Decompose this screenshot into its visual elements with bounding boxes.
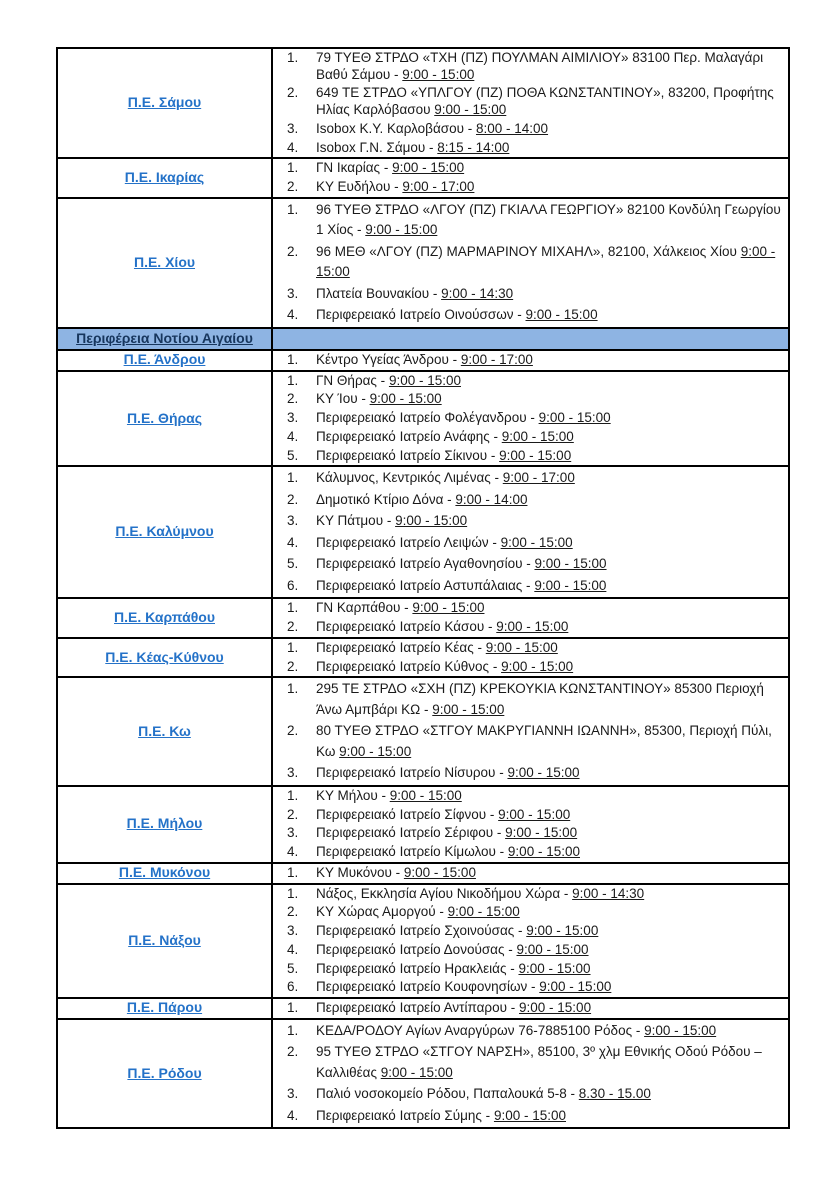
- site-item-text: 295 ΤΕ ΣΤΡΔΟ «ΣΧΗ (ΠΖ) ΚΡΕΚΟΥΚΙΑ ΚΩΝΣΤΑΝΤΙΝΟΥ» 85300 Περιοχή Άνω Αμπβάρι ΚΩ -: [316, 681, 764, 717]
- site-item-hours: 9:00 - 15:00: [447, 904, 520, 920]
- site-item-text: ΚΥ Ίου -: [316, 391, 370, 407]
- sites-cell: [272, 1019, 789, 1129]
- site-item-line: [316, 305, 788, 326]
- section-band-label: Περιφέρεια Νοτίου Αιγαίου: [76, 329, 253, 346]
- site-item-text: Νάξος, Εκκλησία Αγίου Νικοδήμου Χώρα -: [316, 885, 573, 901]
- site-item-hours: 9:00 - 15:00: [534, 577, 607, 593]
- sites-cell: [272, 638, 789, 677]
- site-item-text: ΚΥ Μήλου -: [316, 787, 390, 803]
- site-item-line: [316, 600, 788, 617]
- site-item-number: 4.: [287, 428, 299, 444]
- region-link[interactable]: Π.Ε. Μυκόνου: [118, 864, 211, 881]
- site-item-line: [316, 533, 788, 554]
- site-item-number: 3.: [287, 513, 299, 529]
- site-item: [273, 121, 788, 138]
- region-row: [57, 48, 789, 158]
- site-item-hours: 8:15 - 14:00: [437, 139, 510, 155]
- site-item-text: ΚΥ Μυκόνου -: [316, 864, 404, 880]
- site-item-text: Περιφερειακό Ιατρείο Κάσου -: [316, 619, 497, 635]
- region-link[interactable]: Π.Ε. Καλύμνου: [115, 523, 214, 540]
- site-item-hours: 9:00 - 15:00: [380, 1064, 453, 1080]
- site-item-hours: 9:00 - 15:00: [507, 765, 580, 781]
- site-item-line: [316, 886, 788, 903]
- site-item-number: 3.: [287, 120, 299, 136]
- site-item-text: 96 ΤΥΕΘ ΣΤΡΔΟ «ΛΓΟΥ (ΠΖ) ΓΚΙΑΛΑ ΓΕΩΡΓΙΟΥ» 82100 Κονδύλη Γεωργίου 1 Χίος -: [316, 201, 781, 238]
- site-item: [273, 807, 788, 824]
- site-item-number: 3.: [287, 765, 299, 781]
- region-cell: [57, 638, 272, 677]
- site-item-number: 4.: [287, 139, 299, 155]
- site-item: [273, 600, 788, 617]
- site-item-number: 3.: [287, 1086, 299, 1102]
- region-row: [57, 371, 789, 467]
- site-item: [273, 979, 788, 996]
- region-cell: [57, 48, 272, 158]
- site-item-text: Περιφερειακό Ιατρείο Αντίπαρου -: [316, 1000, 520, 1016]
- site-item-hours: 9:00 - 15:00: [365, 222, 438, 238]
- site-item-hours: 9:00 - 14:30: [441, 285, 514, 301]
- site-item-text: Περιφερειακό Ιατρείο Σχοινούσας -: [316, 923, 527, 939]
- region-cell: [57, 158, 272, 197]
- site-item-number: 2.: [287, 85, 299, 101]
- site-item: [273, 865, 788, 882]
- site-item: [273, 942, 788, 959]
- site-item-text: Περιφερειακό Ιατρείο Οινούσσων -: [316, 307, 526, 323]
- site-item-number: 6.: [287, 577, 299, 593]
- site-item-hours: 9:00 - 14:00: [455, 491, 528, 507]
- site-item: [273, 50, 788, 83]
- site-item-hours: 9:00 - 17:00: [460, 351, 533, 367]
- site-item-number: 1.: [287, 864, 299, 880]
- site-item-number: 2.: [287, 658, 299, 674]
- region-row: [57, 786, 789, 863]
- site-item-text: Περιφερειακό Ιατρείο Σύμης -: [316, 1107, 494, 1123]
- site-item: [273, 284, 788, 305]
- site-item: [273, 352, 788, 369]
- site-item-line: [316, 659, 788, 676]
- site-item: [273, 410, 788, 427]
- site-item-number: 1.: [287, 600, 299, 616]
- site-item: [273, 721, 788, 762]
- site-item-hours: 9:00 - 14:30: [572, 885, 645, 901]
- region-link[interactable]: Π.Ε. Σάμου: [127, 94, 202, 111]
- site-item-line: [316, 807, 788, 824]
- site-item-number: 4.: [287, 941, 299, 957]
- site-item-number: 1.: [287, 470, 299, 486]
- region-cell: [57, 786, 272, 863]
- site-item: [273, 85, 788, 118]
- region-link[interactable]: Π.Ε. Άνδρου: [123, 351, 206, 368]
- region-row: [57, 598, 789, 637]
- site-item: [273, 391, 788, 408]
- site-item: [273, 923, 788, 940]
- site-item-hours: 9:00 - 15:00: [369, 391, 442, 407]
- sites-cell: [272, 158, 789, 197]
- site-item-hours: 9:00 - 15:00: [505, 825, 578, 841]
- site-item-text: Παλιό νοσοκομείο Ρόδου, Παπαλουκά 5-8 -: [316, 1086, 579, 1102]
- site-item: [273, 904, 788, 921]
- site-item-number: 4.: [287, 534, 299, 550]
- site-item-text: Κάλυμνος, Κεντρικός Λιμένας -: [316, 470, 503, 486]
- site-item-hours: 9:00 - 15:00: [412, 600, 485, 616]
- site-item-line: [316, 825, 788, 842]
- site-item: [273, 1106, 788, 1127]
- site-item-text: ΓΝ Ικαρίας -: [316, 160, 393, 176]
- site-item-line: [316, 961, 788, 978]
- site-item-number: 5.: [287, 960, 299, 976]
- region-cell: [57, 371, 272, 467]
- site-item-line: [316, 640, 788, 657]
- region-link[interactable]: Π.Ε. Ικαρίας: [124, 169, 205, 186]
- region-row: [57, 677, 789, 786]
- site-item-hours: 9:00 - 15:00: [402, 66, 475, 82]
- site-item: [273, 576, 788, 597]
- site-item-text: Περιφερειακό Ιατρείο Νίσυρου -: [316, 765, 508, 781]
- site-item-number: 4.: [287, 844, 299, 860]
- site-item: [273, 1000, 788, 1017]
- site-item-number: 3.: [287, 285, 299, 301]
- region-row: [57, 863, 789, 884]
- region-link[interactable]: Π.Ε. Καρπάθου: [114, 609, 215, 626]
- region-cell: [57, 1019, 272, 1129]
- site-item-text: Περιφερειακό Ιατρείο Αστυπάλαιας -: [316, 577, 535, 593]
- site-item: [273, 533, 788, 554]
- site-item-number: 4.: [287, 307, 299, 323]
- site-item-number: 2.: [287, 243, 299, 259]
- site-item-hours: 9:00 - 15:00: [403, 864, 476, 880]
- region-link[interactable]: Π.Ε. Χίου: [133, 253, 196, 270]
- site-item-number: 1.: [287, 50, 299, 65]
- site-item-number: 1.: [287, 372, 299, 388]
- site-item-line: [316, 763, 788, 784]
- site-item-text: Περιφερειακό Ιατρείο Ηρακλειάς -: [316, 960, 519, 976]
- site-item-hours: 9:00 - 15:00: [518, 960, 591, 976]
- site-item-line: [316, 1042, 788, 1083]
- site-item-line: [316, 904, 788, 921]
- site-item-line: [316, 979, 788, 996]
- site-item: [273, 886, 788, 903]
- site-item-text: Isobox Γ.Ν. Σάμου -: [316, 139, 438, 155]
- site-item-number: 5.: [287, 556, 299, 572]
- site-item-number: 4.: [287, 1107, 299, 1123]
- region-link[interactable]: Π.Ε. Κω: [138, 722, 191, 739]
- site-item: [273, 200, 788, 241]
- site-item-number: 2.: [287, 619, 299, 635]
- site-item-hours: 9:00 - 15:00: [534, 556, 607, 572]
- site-item: [273, 490, 788, 511]
- region-row: [57, 1019, 789, 1129]
- site-item-hours: 9:00 - 15:00: [496, 619, 569, 635]
- site-item-line: [316, 373, 788, 390]
- site-item-hours: 9:00 - 15:00: [395, 513, 468, 529]
- site-item-text: Περιφερειακό Ιατρείο Κύθνος -: [316, 658, 502, 674]
- site-item-line: [316, 50, 788, 83]
- region-cell: [57, 350, 272, 371]
- region-cell: [57, 863, 272, 884]
- sites-cell: [272, 466, 789, 598]
- site-item-line: [316, 511, 788, 532]
- site-item: [273, 305, 788, 326]
- site-item: [273, 619, 788, 636]
- site-item-line: [316, 468, 788, 489]
- site-item-hours: 8.30 - 15.00: [578, 1086, 651, 1102]
- site-item-line: [316, 179, 788, 196]
- site-item: [273, 373, 788, 390]
- site-item-hours: 9:00 - 15:00: [525, 307, 598, 323]
- site-item-text: Περιφερειακό Ιατρείο Ανάφης -: [316, 428, 502, 444]
- site-item-hours: 9:00 - 15:00: [389, 787, 462, 803]
- site-item-line: [316, 490, 788, 511]
- region-row: [57, 998, 789, 1019]
- site-item-hours: 9:00 - 15:00: [519, 1000, 592, 1016]
- site-item-number: 2.: [287, 179, 299, 195]
- site-item-text: Περιφερειακό Ιατρείο Λειψών -: [316, 534, 501, 550]
- site-item-text: ΚΥ Ευδήλου -: [316, 179, 403, 195]
- site-item-hours: 9:00 - 15:00: [539, 979, 612, 995]
- site-item-hours: 9:00 - 15:00: [339, 743, 412, 759]
- site-item-hours: 9:00 - 15:00: [499, 447, 572, 463]
- site-item-line: [316, 85, 788, 118]
- site-item-line: [316, 140, 788, 157]
- site-item: [273, 554, 788, 575]
- site-item-hours: 9:00 - 15:00: [316, 243, 776, 280]
- region-cell: [57, 677, 272, 786]
- site-item-number: 2.: [287, 806, 299, 822]
- site-item-line: [316, 865, 788, 882]
- site-item-number: 2.: [287, 723, 299, 739]
- site-item-line: [316, 160, 788, 177]
- site-item: [273, 511, 788, 532]
- site-item-line: [316, 429, 788, 446]
- regional-units-table: [56, 47, 790, 1129]
- site-item-line: [316, 448, 788, 465]
- site-item-text: ΚΥ Χώρας Αμοργού -: [316, 904, 448, 920]
- site-item: [273, 1042, 788, 1083]
- site-item-line: [316, 284, 788, 305]
- site-item-text: Περιφερειακό Ιατρείο Κουφονησίων -: [316, 979, 540, 995]
- site-item-number: 2.: [287, 491, 299, 507]
- site-item-number: 1.: [287, 787, 299, 803]
- site-item-line: [316, 942, 788, 959]
- sites-cell: [272, 350, 789, 371]
- site-item-line: [316, 679, 788, 720]
- region-row: [57, 884, 789, 998]
- section-band-row: [57, 328, 789, 350]
- site-item-line: [316, 391, 788, 408]
- region-row: [57, 198, 789, 328]
- site-item-line: [316, 1106, 788, 1127]
- site-item-text: Κέντρο Υγείας Άνδρου -: [316, 351, 461, 367]
- region-cell: [57, 466, 272, 598]
- regional-units-table-body: [57, 48, 789, 1128]
- section-band-cell-left: [57, 328, 272, 350]
- site-item-hours: 8:00 - 14:00: [475, 120, 549, 136]
- site-item-line: [316, 352, 788, 369]
- site-item-hours: 9:00 - 17:00: [502, 470, 575, 486]
- site-item-number: 1.: [287, 201, 299, 217]
- site-item: [273, 179, 788, 196]
- site-item-line: [316, 121, 788, 138]
- site-item-line: [316, 844, 788, 861]
- site-item-line: [316, 1021, 788, 1042]
- region-link[interactable]: Π.Ε. Ρόδου: [127, 1064, 202, 1081]
- site-item-text: 95 ΤΥΕΘ ΣΤΡΔΟ «ΣΤΓΟΥ ΝΑΡΣΗ», 85100, 3º χλμ Εθνικής Οδού Ρόδου – Καλλιθέας: [316, 1044, 762, 1080]
- site-item-number: 5.: [287, 447, 299, 463]
- region-link[interactable]: Π.Ε. Πάρου: [126, 999, 203, 1016]
- site-item-hours: 9:00 - 15:00: [538, 410, 611, 426]
- sites-cell: [272, 786, 789, 863]
- site-item: [273, 1084, 788, 1105]
- site-item-line: [316, 721, 788, 762]
- region-cell: [57, 884, 272, 998]
- site-item-number: 1.: [287, 160, 299, 176]
- site-item: [273, 468, 788, 489]
- site-item-hours: 9:00 - 15:00: [434, 102, 507, 118]
- site-item-text: Περιφερειακό Ιατρείο Κέας -: [316, 639, 486, 655]
- site-item-text: Περιφερειακό Ιατρείο Σίφνου -: [316, 806, 499, 822]
- site-item-text: Περιφερειακό Ιατρείο Αγαθονησίου -: [316, 556, 535, 572]
- site-item-hours: 9:00 - 15:00: [501, 658, 574, 674]
- site-item: [273, 825, 788, 842]
- region-row: [57, 466, 789, 598]
- region-cell: [57, 998, 272, 1019]
- site-item-line: [316, 788, 788, 805]
- site-item-text: Πλατεία Βουνακίου -: [316, 285, 442, 301]
- region-row: [57, 638, 789, 677]
- site-item-line: [316, 576, 788, 597]
- sites-cell: [272, 48, 789, 158]
- region-link[interactable]: Π.Ε. Κέας-Κύθνου: [105, 648, 224, 665]
- site-item: [273, 1021, 788, 1042]
- site-item-text: 80 ΤΥΕΘ ΣΤΡΔΟ «ΣΤΓΟΥ ΜΑΚΡΥΓΙΑΝΝΗ ΙΩΑΝΝΗ», 85300, Περιοχή Πύλι, Κω: [316, 723, 772, 759]
- site-item-hours: 9:00 - 15:00: [388, 372, 461, 388]
- site-item-text: Isobox Κ.Υ. Καρλοβάσου -: [316, 120, 476, 136]
- site-item-number: 2.: [287, 904, 299, 920]
- site-item-number: 2.: [287, 391, 299, 407]
- site-item-number: 1.: [287, 639, 299, 655]
- site-item-line: [316, 200, 788, 241]
- region-link[interactable]: Π.Ε. Θήρας: [126, 409, 203, 426]
- site-item-line: [316, 619, 788, 636]
- site-item-text: Περιφερειακό Ιατρείο Φολέγανδρου -: [316, 410, 539, 426]
- site-item-hours: 9:00 - 15:00: [392, 160, 465, 176]
- site-item-number: 2.: [287, 1044, 299, 1060]
- site-item-hours: 9:00 - 15:00: [500, 534, 573, 550]
- site-item-number: 3.: [287, 923, 299, 939]
- site-item: [273, 242, 788, 283]
- site-item-text: 96 ΜΕΘ «ΛΓΟΥ (ΠΖ) ΜΑΡΜΑΡΙΝΟΥ ΜΙΧΑΗΛ», 82100, Χάλκειος Χίου: [316, 243, 741, 259]
- site-item: [273, 448, 788, 465]
- site-item-hours: 9:00 - 15:00: [644, 1022, 717, 1038]
- site-item-line: [316, 554, 788, 575]
- site-item-text: ΓΝ Καρπάθου -: [316, 600, 413, 616]
- site-item-hours: 9:00 - 15:00: [516, 941, 589, 957]
- site-item-number: 3.: [287, 410, 299, 426]
- site-item-hours: 9:00 - 15:00: [498, 806, 571, 822]
- site-item: [273, 679, 788, 720]
- site-item-hours: 9:00 - 15:00: [485, 639, 558, 655]
- site-item-number: 1.: [287, 1000, 299, 1016]
- site-item-number: 1.: [287, 885, 299, 901]
- site-item-text: Περιφερειακό Ιατρείο Σέριφου -: [316, 825, 506, 841]
- region-row: [57, 350, 789, 371]
- site-item: [273, 961, 788, 978]
- site-item-number: 1.: [287, 681, 299, 697]
- site-item: [273, 140, 788, 157]
- site-item-line: [316, 1084, 788, 1105]
- site-item-line: [316, 923, 788, 940]
- site-item-number: 6.: [287, 979, 299, 995]
- site-item: [273, 429, 788, 446]
- sites-cell: [272, 371, 789, 467]
- site-item: [273, 659, 788, 676]
- site-item-hours: 9:00 - 15:00: [501, 428, 574, 444]
- sites-cell: [272, 884, 789, 998]
- site-item-line: [316, 1000, 788, 1017]
- site-item: [273, 844, 788, 861]
- site-item-text: Δημοτικό Κτίριο Δόνα -: [316, 491, 456, 507]
- site-item-number: 1.: [287, 1022, 299, 1038]
- region-row: [57, 158, 789, 197]
- site-item-line: [316, 410, 788, 427]
- section-band-cell-right: [272, 328, 789, 350]
- site-item-text: ΚΕΔΑ/ΡΟΔΟΥ Αγίων Αναργύρων 76-7885100 Ρόδος -: [316, 1022, 645, 1038]
- site-item-text: 649 ΤΕ ΣΤΡΔΟ «ΥΠΛΓΟΥ (ΠΖ) ΠΟΘΑ ΚΩΝΣΤΑΝΤΙΝΟΥ», 83200, Προφήτης Ηλίας Καρλόβασου: [316, 85, 774, 118]
- site-item-line: [316, 242, 788, 283]
- region-link[interactable]: Π.Ε. Νάξου: [128, 931, 201, 948]
- site-item-text: ΚΥ Πάτμου -: [316, 513, 396, 529]
- site-item-text: Περιφερειακό Ιατρείο Δονούσας -: [316, 941, 517, 957]
- sites-cell: [272, 998, 789, 1019]
- sites-cell: [272, 863, 789, 884]
- region-cell: [57, 198, 272, 328]
- site-item-hours: 9:00 - 15:00: [432, 701, 505, 717]
- sites-cell: [272, 598, 789, 637]
- site-item: [273, 640, 788, 657]
- site-item-hours: 9:00 - 15:00: [493, 1107, 566, 1123]
- site-item-number: 3.: [287, 825, 299, 841]
- site-item-text: 79 ΤΥΕΘ ΣΤΡΔΟ «ΤΧΗ (ΠΖ) ΠΟΥΛΜΑΝ ΑΙΜΙΛΙΟΥ» 83100 Περ. Μαλαγάρι Βαθύ Σάμου -: [316, 50, 764, 82]
- site-item-hours: 9:00 - 15:00: [526, 923, 599, 939]
- region-cell: [57, 598, 272, 637]
- site-item: [273, 788, 788, 805]
- sites-cell: [272, 677, 789, 786]
- site-item-text: Περιφερειακό Ιατρείο Σίκινου -: [316, 447, 500, 463]
- region-link[interactable]: Π.Ε. Μήλου: [126, 815, 203, 832]
- site-item-hours: 9:00 - 15:00: [507, 844, 580, 860]
- site-item: [273, 160, 788, 177]
- site-item-text: ΓΝ Θήρας -: [316, 372, 389, 388]
- site-item-number: 1.: [287, 351, 299, 367]
- site-item-hours: 9:00 - 17:00: [402, 179, 475, 195]
- site-item: [273, 763, 788, 784]
- site-item-text: Περιφερειακό Ιατρείο Κίμωλου -: [316, 844, 508, 860]
- sites-cell: [272, 198, 789, 328]
